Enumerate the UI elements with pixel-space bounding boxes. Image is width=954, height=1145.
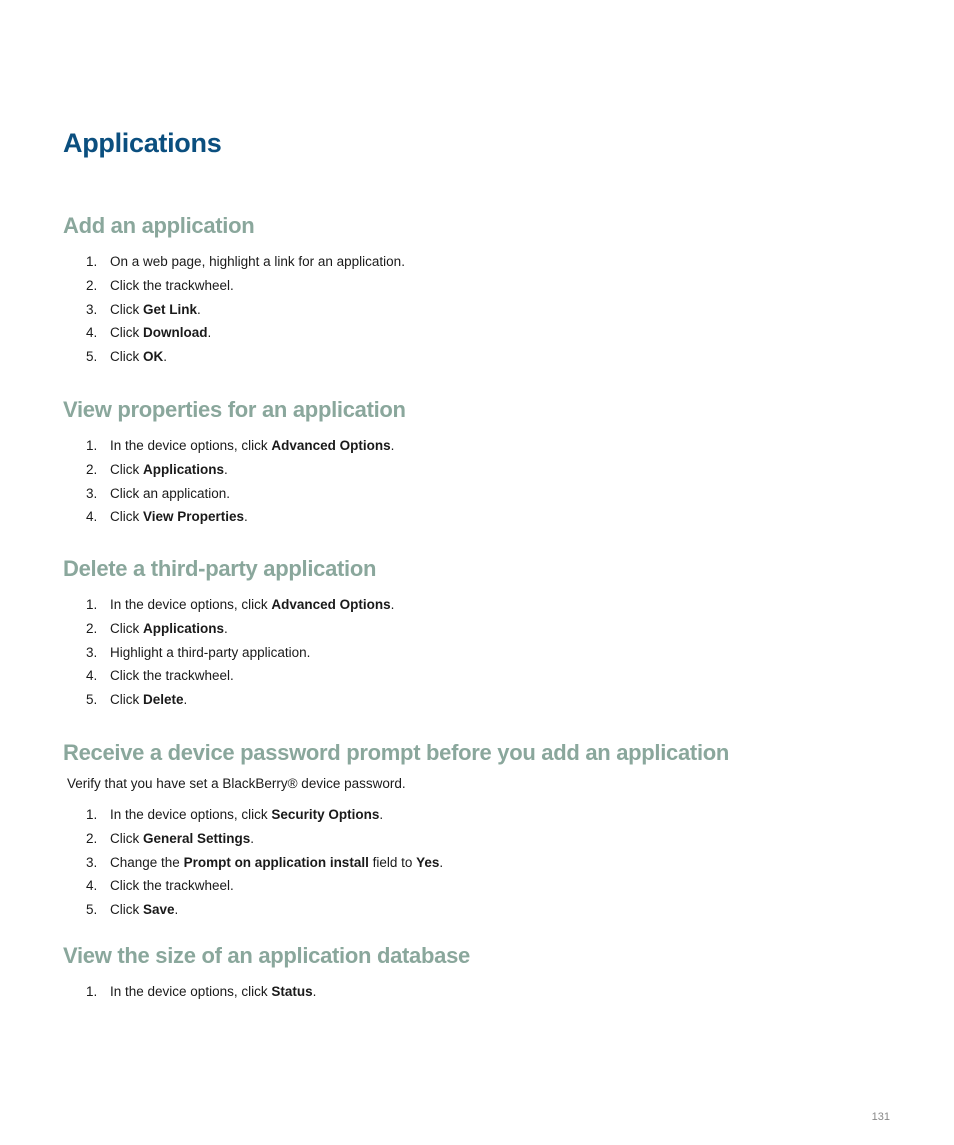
step-number: 4. (86, 509, 98, 525)
step-number: 1. (86, 984, 98, 999)
section-heading: Add an application (63, 213, 255, 238)
step-item (63, 321, 923, 345)
step-item (63, 874, 923, 898)
step-item (63, 641, 923, 665)
step-item (63, 274, 923, 298)
step-text: In the device options, click (110, 438, 272, 453)
step-text: Click the trackwheel. (110, 878, 234, 894)
section-5 (63, 942, 923, 1004)
section-4 (63, 739, 923, 922)
section-2 (63, 396, 923, 529)
step-item (63, 298, 923, 322)
step-text: . (379, 807, 384, 822)
step-text: . (163, 349, 168, 365)
step-item (63, 617, 923, 641)
step-text: field to (368, 854, 417, 870)
step-number: 3. (86, 854, 98, 870)
step-text: Change the (110, 854, 184, 870)
step-number: 5. (86, 902, 98, 918)
step-text: In the device options, click (110, 597, 272, 612)
step-number: 2. (86, 830, 98, 846)
step-text: Highlight a third-party application. (110, 644, 311, 660)
step-number: 2. (86, 620, 98, 636)
section-heading: Delete a third-party application (63, 556, 377, 581)
step-text: Click (110, 301, 143, 317)
step-list (63, 980, 923, 1004)
step-text: . (174, 902, 179, 918)
section-heading: View properties for an application (63, 397, 406, 422)
page-title: Applications (63, 128, 222, 158)
section-heading: View the size of an application database (63, 943, 470, 968)
step-text: Click the trackwheel. (110, 277, 234, 293)
step-text: . (390, 597, 395, 612)
step-ui-label: Yes (416, 854, 440, 870)
step-number: 2. (86, 277, 98, 293)
step-text: Click (110, 830, 143, 846)
step-item (63, 482, 923, 506)
step-number: 4. (86, 325, 98, 341)
section-3 (63, 555, 923, 712)
step-list (63, 593, 923, 712)
step-list (63, 803, 923, 922)
step-text: . (197, 301, 201, 317)
step-item (63, 898, 923, 922)
step-text: Click (110, 692, 143, 708)
step-item (63, 664, 923, 688)
step-list (63, 434, 923, 529)
section-heading: Receive a device password prompt before you add an application (63, 740, 730, 765)
step-text: . (244, 509, 248, 525)
step-text: Click the trackwheel. (110, 668, 234, 684)
step-ui-label: General Settings (143, 830, 251, 846)
step-text: On a web page, highlight a link for an application. (110, 254, 405, 269)
step-number: 3. (86, 644, 98, 660)
step-text: . (224, 620, 228, 636)
step-ui-label: OK (143, 349, 164, 365)
step-text: . (250, 830, 255, 846)
step-item (63, 505, 923, 529)
step-item (63, 250, 923, 274)
step-ui-label: Security Options (271, 807, 380, 822)
step-text: . (183, 692, 188, 708)
step-text: In the device options, click (110, 984, 272, 999)
step-text: Click (110, 325, 143, 341)
step-number: 3. (86, 301, 98, 317)
section-intro: Verify that you have set a BlackBerry® device password. (67, 776, 406, 791)
step-number: 2. (86, 461, 98, 477)
step-item (63, 827, 923, 851)
step-number: 1. (86, 597, 98, 612)
step-text: In the device options, click (110, 807, 272, 822)
step-item (63, 803, 923, 827)
step-number: 4. (86, 878, 98, 894)
step-number: 5. (86, 349, 98, 365)
step-text: Click an application. (110, 485, 231, 501)
step-list (63, 250, 923, 369)
step-number: 5. (86, 692, 98, 708)
step-number: 1. (86, 254, 98, 269)
step-ui-label: Prompt on application install (183, 854, 369, 870)
step-text: Click (110, 509, 143, 525)
step-item (63, 593, 923, 617)
step-number: 1. (86, 807, 98, 822)
step-number: 4. (86, 668, 98, 684)
step-ui-label: Download (143, 325, 208, 341)
step-text: . (224, 461, 228, 477)
step-text: . (390, 438, 395, 453)
step-text: . (439, 854, 444, 870)
step-ui-label: Save (143, 902, 175, 918)
step-number: 1. (86, 438, 98, 453)
step-text: . (207, 325, 212, 341)
step-ui-label: Get Link (143, 301, 198, 317)
section-1 (63, 212, 923, 369)
step-ui-label: Delete (143, 692, 184, 708)
step-ui-label: Status (271, 984, 313, 999)
step-item (63, 851, 923, 875)
step-text: Click (110, 620, 143, 636)
step-number: 3. (86, 485, 98, 501)
step-item (63, 688, 923, 712)
step-ui-label: Applications (143, 620, 225, 636)
step-item (63, 458, 923, 482)
page-number: 131 (871, 1111, 890, 1123)
step-ui-label: View Properties (143, 509, 245, 525)
step-text: Click (110, 461, 143, 477)
step-text: Click (110, 349, 143, 365)
step-item (63, 345, 923, 369)
step-text: Click (110, 902, 143, 918)
step-item (63, 434, 923, 458)
step-ui-label: Applications (143, 461, 225, 477)
step-text: . (312, 984, 317, 999)
step-ui-label: Advanced Options (271, 438, 391, 453)
step-item (63, 980, 923, 1004)
step-ui-label: Advanced Options (271, 597, 391, 612)
